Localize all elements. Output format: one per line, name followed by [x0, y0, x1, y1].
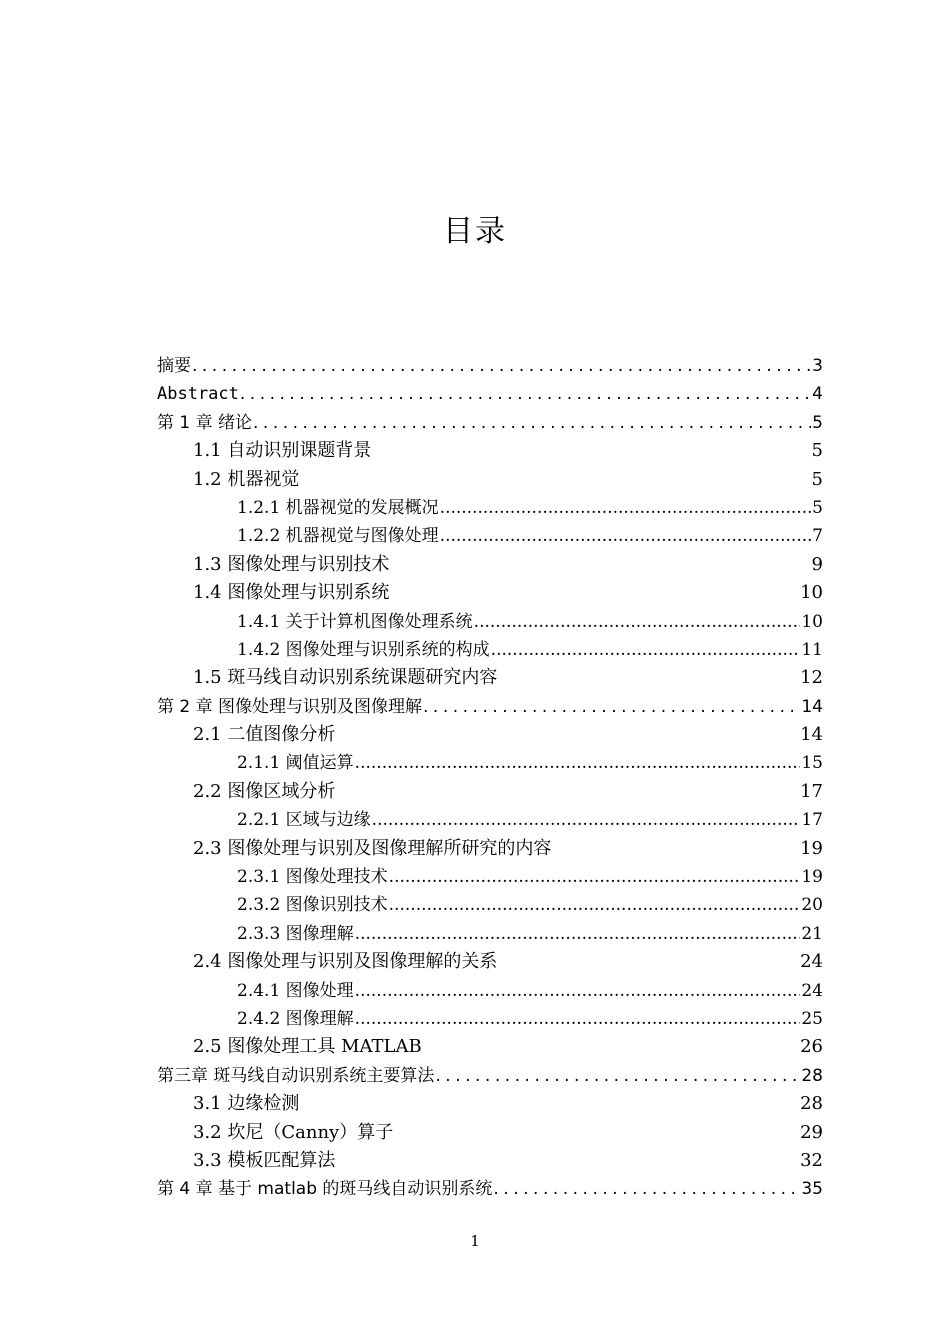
toc-entry-label: 3.2 坎尼（Canny）算子	[193, 1121, 394, 1143]
toc-entry-page-number: 19	[801, 867, 823, 888]
toc-entry-page-number: 21	[801, 923, 823, 944]
toc-entry[interactable]	[157, 948, 823, 976]
toc-entry-label: 2.5 图像处理工具 MATLAB	[193, 1036, 422, 1058]
toc-entry-page-number: 7	[812, 526, 823, 547]
dot-leader	[253, 409, 811, 437]
toc-entry-page-number: 15	[801, 753, 823, 774]
toc-entry[interactable]	[157, 1005, 823, 1033]
toc-entry-page-number: 20	[801, 895, 823, 916]
page-number: 1	[470, 1232, 480, 1250]
toc-entry-label: 3.3 模板匹配算法	[193, 1149, 336, 1171]
toc-entry-label: 1.4.2 图像处理与识别系统的构成	[237, 639, 490, 660]
toc-entry-page-number: 28	[800, 1093, 823, 1115]
toc-entry[interactable]	[157, 1062, 823, 1090]
toc-entry-page-number: 10	[800, 582, 823, 604]
toc-entry-page-number: 24	[801, 980, 823, 1001]
toc-entry-page-number: 5	[812, 497, 823, 518]
toc-entry-page-number: 3	[812, 356, 823, 376]
toc-entry-page-number: 14	[800, 724, 823, 746]
toc-entry-label: 1.3 图像处理与识别技术	[193, 553, 390, 575]
dot-leader	[240, 380, 811, 408]
toc-entry[interactable]	[157, 778, 823, 806]
toc-entry-label: 第 4 章 基于 matlab 的斑马线自动识别系统	[157, 1179, 493, 1200]
dot-leader	[491, 636, 801, 664]
toc-entry[interactable]	[157, 352, 823, 380]
dot-leader	[372, 806, 801, 834]
toc-entry-label: 1.2.1 机器视觉的发展概况	[237, 497, 439, 518]
toc-entry-label: 2.1 二值图像分析	[193, 724, 336, 746]
dot-leader	[389, 863, 801, 891]
toc-entry[interactable]	[157, 835, 823, 863]
toc-entry-label: 摘要	[157, 356, 191, 376]
toc-entry[interactable]	[157, 693, 823, 721]
toc-entry-page-number: 19	[800, 837, 823, 859]
toc-entry-label: 2.2 图像区域分析	[193, 780, 336, 802]
toc-entry[interactable]	[157, 664, 823, 692]
toc-entry-page-number: 9	[811, 553, 823, 575]
toc-entry-label: 2.1.1 阈值运算	[237, 753, 354, 774]
toc-entry[interactable]	[157, 1033, 823, 1061]
dot-leader	[355, 1005, 801, 1033]
dot-leader	[493, 1175, 800, 1203]
toc-entry[interactable]	[157, 1147, 823, 1175]
toc-entry[interactable]	[157, 579, 823, 607]
toc-entry-page-number: 28	[801, 1065, 823, 1086]
toc-entry-page-number: 17	[800, 780, 823, 802]
toc-entry[interactable]	[157, 1090, 823, 1118]
toc-entry-label: 2.3.2 图像识别技术	[237, 895, 388, 916]
toc-entry-page-number: 29	[800, 1121, 823, 1143]
toc-entry-label: 2.4.2 图像理解	[237, 1008, 354, 1029]
toc-entry[interactable]	[157, 608, 823, 636]
toc-entry-label: 2.4 图像处理与识别及图像理解的关系	[193, 951, 498, 973]
toc-entry[interactable]	[157, 380, 823, 408]
toc-entry-label: 1.2.2 机器视觉与图像处理	[237, 526, 439, 547]
toc-entry-page-number: 10	[801, 611, 823, 632]
dot-leader	[474, 608, 801, 636]
dot-leader	[192, 352, 811, 380]
dot-leader	[389, 891, 801, 919]
toc-entry-label: 2.3.3 图像理解	[237, 923, 354, 944]
toc-entry-page-number: 5	[811, 468, 823, 490]
toc-entry-label: 1.4 图像处理与识别系统	[193, 582, 390, 604]
toc-entry-label: 2.2.1 区域与边缘	[237, 810, 371, 831]
toc-entry-label: 第 1 章 绪论	[157, 412, 253, 433]
toc-entry-label: 1.5 斑马线自动识别系统课题研究内容	[193, 667, 498, 689]
toc-entry[interactable]	[157, 409, 823, 437]
toc-entry[interactable]	[157, 721, 823, 749]
toc-entry[interactable]	[157, 806, 823, 834]
dot-leader	[440, 522, 812, 550]
toc-entry-page-number: 5	[812, 412, 823, 433]
dot-leader	[355, 749, 801, 777]
toc-entry-label: Abstract	[157, 384, 239, 405]
toc-entry-page-number: 25	[801, 1008, 823, 1029]
dot-leader	[423, 693, 800, 721]
toc-entry-label: 2.4.1 图像处理	[237, 980, 354, 1001]
toc-entry-page-number: 24	[800, 951, 823, 973]
toc-entry[interactable]	[157, 636, 823, 664]
toc-entry[interactable]	[157, 1175, 823, 1203]
toc-entry[interactable]	[157, 466, 823, 494]
toc-entry[interactable]	[157, 863, 823, 891]
toc-entry-label: 2.3.1 图像处理技术	[237, 867, 388, 888]
toc-entry[interactable]	[157, 891, 823, 919]
table-of-contents	[157, 352, 823, 1204]
toc-entry-page-number: 32	[800, 1149, 823, 1171]
toc-entry-page-number: 26	[800, 1036, 823, 1058]
toc-entry[interactable]	[157, 494, 823, 522]
toc-entry-label: 2.3 图像处理与识别及图像理解所研究的内容	[193, 837, 552, 859]
dot-leader	[435, 1062, 800, 1090]
toc-entry-label: 1.1 自动识别课题背景	[193, 440, 372, 462]
toc-entry[interactable]	[157, 522, 823, 550]
toc-entry-page-number: 12	[800, 667, 823, 689]
toc-entry-label: 3.1 边缘检测	[193, 1093, 300, 1115]
toc-entry[interactable]	[157, 977, 823, 1005]
toc-entry-label: 1.2 机器视觉	[193, 468, 300, 490]
dot-leader	[355, 920, 801, 948]
toc-entry[interactable]	[157, 749, 823, 777]
toc-entry-page-number: 17	[801, 810, 823, 831]
toc-entry-label: 第三章 斑马线自动识别系统主要算法	[157, 1065, 435, 1086]
toc-entry-label: 1.4.1 关于计算机图像处理系统	[237, 611, 473, 632]
toc-entry[interactable]	[157, 437, 823, 465]
toc-entry[interactable]	[157, 1119, 823, 1147]
toc-entry-page-number: 14	[801, 696, 823, 717]
toc-entry-page-number: 11	[801, 639, 823, 660]
toc-entry[interactable]	[157, 551, 823, 579]
toc-entry-page-number: 5	[811, 440, 823, 462]
toc-entry-page-number: 4	[812, 384, 823, 405]
page-title: 目录	[443, 214, 507, 249]
dot-leader	[355, 977, 801, 1005]
toc-entry-label: 第 2 章 图像处理与识别及图像理解	[157, 696, 423, 717]
dot-leader	[440, 494, 812, 522]
toc-entry[interactable]	[157, 920, 823, 948]
toc-entry-page-number: 35	[801, 1179, 823, 1200]
